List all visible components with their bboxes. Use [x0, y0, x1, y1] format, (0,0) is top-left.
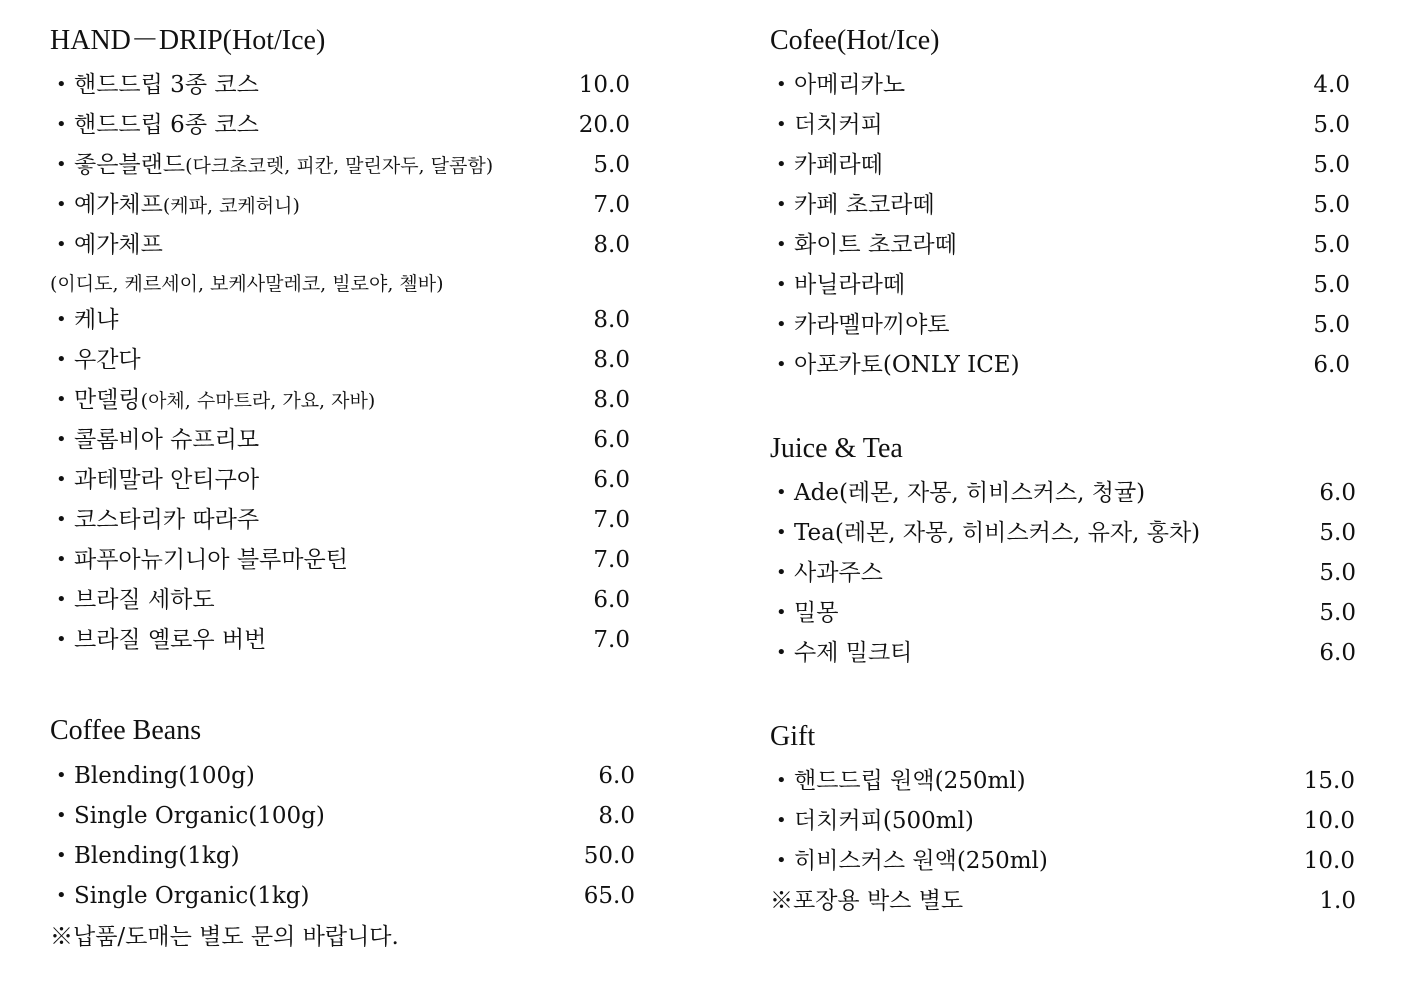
- item-price: 4.0: [1313, 72, 1350, 98]
- item-price: 6.0: [1319, 640, 1356, 666]
- menu-item: [50, 383, 650, 417]
- bullet-icon: •: [776, 114, 787, 135]
- menu-item: [50, 503, 650, 537]
- item-name: Blending(100g): [74, 763, 255, 789]
- bullet-icon: •: [56, 154, 67, 175]
- item-name: [74, 148, 493, 183]
- item-price: 7.0: [593, 547, 630, 573]
- item-name-main: 만델링: [74, 387, 141, 413]
- bullet-icon: •: [56, 114, 67, 135]
- gift-box-note-text: ※포장용 박스 별도: [770, 888, 964, 914]
- menu-item: [50, 463, 650, 497]
- item-price: 5.0: [1313, 192, 1350, 218]
- gift-title: Gift: [770, 721, 816, 752]
- item-price: 5.0: [1313, 312, 1350, 338]
- item-name-main: 예가체프: [74, 192, 163, 218]
- juice-tea-title: Juice & Tea: [770, 433, 903, 464]
- bullet-icon: •: [56, 589, 67, 610]
- bullet-icon: •: [776, 602, 787, 623]
- item-name: 핸드드립 3종 코스: [74, 72, 259, 98]
- bullet-icon: •: [776, 194, 787, 215]
- menu-item: [50, 759, 650, 793]
- bullet-icon: •: [776, 314, 787, 335]
- item-name: 히비스커스 원액(250ml): [794, 848, 1048, 874]
- item-name: 파푸아뉴기니아 블루마운틴: [74, 547, 348, 573]
- menu-item: [50, 343, 650, 377]
- bullet-icon: •: [56, 194, 67, 215]
- bullet-icon: •: [776, 850, 787, 871]
- bullet-icon: •: [776, 74, 787, 95]
- item-name: Single Organic(1kg): [74, 883, 310, 909]
- bullet-icon: •: [776, 154, 787, 175]
- bullet-icon: •: [56, 389, 67, 410]
- item-name: 카페 초코라떼: [794, 192, 935, 218]
- menu-item: [770, 476, 1370, 510]
- bullet-icon: •: [56, 885, 67, 906]
- item-price: 65.0: [583, 883, 635, 909]
- item-price: 20.0: [578, 112, 630, 138]
- bullet-icon: •: [776, 274, 787, 295]
- bullet-icon: •: [56, 629, 67, 650]
- coffee-beans-title: Coffee Beans: [50, 715, 202, 746]
- bullet-icon: •: [56, 349, 67, 370]
- bullet-icon: •: [776, 354, 787, 375]
- item-price: 6.0: [593, 587, 630, 613]
- item-price: 10.0: [578, 72, 630, 98]
- item-name: 핸드드립 6종 코스: [74, 112, 259, 138]
- item-name: 콜롬비아 슈프리모: [74, 427, 260, 453]
- item-price: 5.0: [1313, 232, 1350, 258]
- item-price: 5.0: [1313, 272, 1350, 298]
- item-name: [74, 383, 375, 418]
- bullet-icon: •: [776, 234, 787, 255]
- item-name-detail: (케파, 코케허니): [162, 195, 300, 217]
- item-name: 사과주스: [794, 560, 883, 586]
- item-price: 7.0: [593, 627, 630, 653]
- item-price: 5.0: [1319, 520, 1356, 546]
- item-name: 케냐: [74, 307, 119, 333]
- bullet-icon: •: [56, 469, 67, 490]
- bullet-icon: •: [776, 562, 787, 583]
- menu-item: [770, 596, 1370, 630]
- item-price: 8.0: [593, 347, 630, 373]
- menu-item: [50, 799, 650, 833]
- item-price: 5.0: [1313, 152, 1350, 178]
- menu-item: [770, 844, 1370, 878]
- item-name: 수제 밀크티: [794, 640, 913, 666]
- item-name: 더치커피: [794, 112, 883, 138]
- item-name-detail: (아체, 수마트라, 가요, 자바): [140, 390, 376, 412]
- item-price: 8.0: [593, 387, 630, 413]
- menu-item: [50, 148, 650, 182]
- bullet-icon: •: [776, 770, 787, 791]
- item-name: 브라질 옐로우 버번: [74, 627, 267, 653]
- bullet-icon: •: [56, 309, 67, 330]
- menu-item: [50, 543, 650, 577]
- menu-item: [770, 308, 1370, 342]
- item-price: 15.0: [1303, 768, 1355, 794]
- gift-box-note: [770, 884, 1370, 918]
- item-name: 카페라떼: [794, 152, 883, 178]
- menu-item: [770, 68, 1370, 102]
- bullet-icon: •: [56, 74, 67, 95]
- menu-item: [50, 583, 650, 617]
- item-price: 5.0: [593, 152, 630, 178]
- item-name-main: 좋은블랜드: [74, 152, 186, 178]
- menu-item: [50, 188, 650, 222]
- item-name: 우간다: [74, 347, 141, 373]
- menu-item: [770, 516, 1370, 550]
- menu-item: [770, 764, 1370, 798]
- bullet-icon: •: [56, 805, 67, 826]
- item-price: 50.0: [583, 843, 635, 869]
- menu-item: [50, 108, 650, 142]
- bullet-icon: •: [776, 482, 787, 503]
- bullet-icon: •: [56, 234, 67, 255]
- item-price: 8.0: [593, 232, 630, 258]
- bullet-icon: •: [56, 845, 67, 866]
- item-name: 아포카토(ONLY ICE): [794, 352, 1020, 378]
- item-name: 밀몽: [794, 600, 839, 626]
- menu-item: [50, 228, 650, 262]
- item-name: 카라멜마끼야토: [794, 312, 950, 338]
- item-name: 아메리카노: [794, 72, 906, 98]
- menu-item: [770, 188, 1370, 222]
- item-name: Tea(레몬, 자몽, 히비스커스, 유자, 홍차): [794, 520, 1201, 546]
- item-name: 브라질 세하도: [74, 587, 215, 613]
- bullet-icon: •: [56, 765, 67, 786]
- item-name: [74, 188, 300, 223]
- bullet-icon: •: [776, 522, 787, 543]
- item-name: Blending(1kg): [74, 843, 240, 869]
- item-price: 7.0: [593, 507, 630, 533]
- item-price: 6.0: [1313, 352, 1350, 378]
- item-name: 예가체프: [74, 232, 163, 258]
- item-price: 10.0: [1303, 848, 1355, 874]
- menu-item: [770, 108, 1370, 142]
- item-name: 과테말라 안티구아: [74, 467, 260, 493]
- item-price: 5.0: [1313, 112, 1350, 138]
- menu-item: [50, 623, 650, 657]
- item-price: 5.0: [1319, 560, 1356, 586]
- item-price: 5.0: [1319, 600, 1356, 626]
- item-name: 핸드드립 원액(250ml): [794, 768, 1026, 794]
- item-price: 6.0: [598, 763, 635, 789]
- item-name: 코스타리카 따라주: [74, 507, 260, 533]
- item-price: 10.0: [1303, 808, 1355, 834]
- item-name: 화이트 초코라떼: [794, 232, 957, 258]
- menu-item: [770, 348, 1370, 382]
- item-price: 6.0: [593, 427, 630, 453]
- menu-item: [50, 879, 650, 913]
- bullet-icon: •: [776, 642, 787, 663]
- menu-item: [50, 839, 650, 873]
- item-price: 6.0: [1319, 480, 1356, 506]
- hand-drip-title: HAND－DRIP(Hot/Ice): [50, 25, 326, 56]
- item-name: Ade(레몬, 자몽, 히비스커스, 청귤): [794, 480, 1146, 506]
- item-name-detail: (다크초코렛, 피칸, 말린자두, 달콤함): [185, 155, 494, 177]
- bullet-icon: •: [56, 509, 67, 530]
- item-name: Single Organic(100g): [74, 803, 325, 829]
- bullet-icon: •: [56, 429, 67, 450]
- item-price: 8.0: [593, 307, 630, 333]
- item-name: 더치커피(500ml): [794, 808, 974, 834]
- menu-item: [50, 68, 650, 102]
- menu-item: [50, 423, 650, 457]
- menu-item: [770, 148, 1370, 182]
- gift-box-note-price: 1.0: [1319, 888, 1356, 914]
- menu-item: [770, 228, 1370, 262]
- menu-item: [770, 268, 1370, 302]
- coffee-title: Cofee(Hot/Ice): [770, 25, 940, 56]
- menu-item: [770, 556, 1370, 590]
- yirgacheffe-origin-note: (이디도, 케르세이, 보케사말레코, 빌로야, 첼바): [50, 273, 444, 295]
- item-price: 6.0: [593, 467, 630, 493]
- wholesale-note: ※납품/도매는 별도 문의 바랍니다.: [50, 924, 399, 950]
- bullet-icon: •: [776, 810, 787, 831]
- menu-item: [50, 303, 650, 337]
- menu-item: [770, 636, 1370, 670]
- bullet-icon: •: [56, 549, 67, 570]
- item-price: 7.0: [593, 192, 630, 218]
- menu-item: [770, 804, 1370, 838]
- item-name: 바닐라라떼: [794, 272, 906, 298]
- item-price: 8.0: [598, 803, 635, 829]
